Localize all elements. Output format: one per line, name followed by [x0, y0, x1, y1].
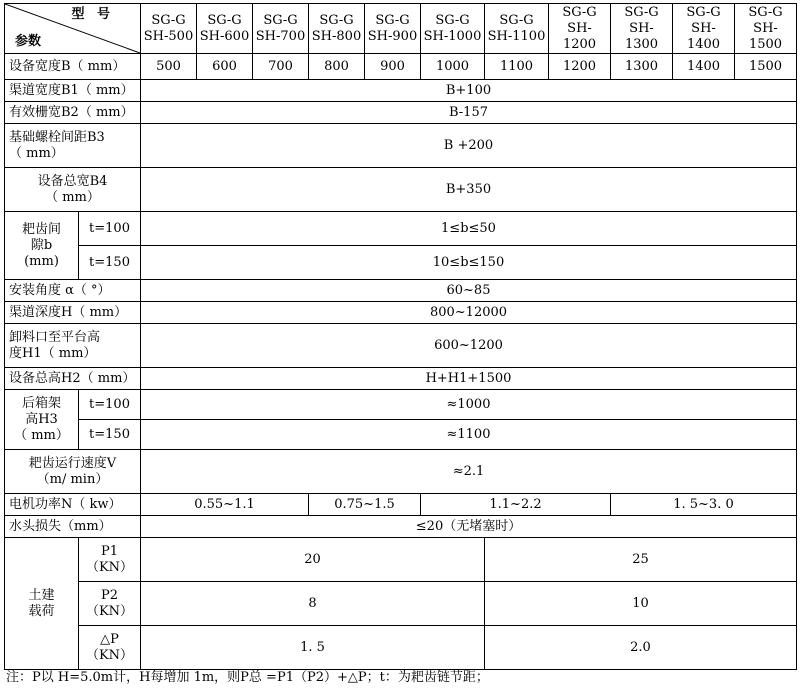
value-cell: 0.75~1.5 — [309, 494, 421, 516]
row-load-dp — [5, 626, 797, 670]
row-speed — [5, 450, 797, 494]
value-cell: 1200 — [549, 54, 611, 80]
model-header: SG-G SH-1100 — [485, 4, 549, 54]
value-cell: 600~1200 — [141, 324, 797, 368]
value-cell: ≈2.1 — [141, 450, 797, 494]
row-label: 耙齿运行速度V （m/ min） — [5, 450, 141, 494]
value-cell: B+350 — [141, 168, 797, 212]
value-cell: 1400 — [673, 54, 735, 80]
model-header: SG-G SH-1000 — [421, 4, 485, 54]
row-discharge-height — [5, 324, 797, 368]
value-cell: 800 — [309, 54, 365, 80]
value-cell: B +200 — [141, 124, 797, 168]
spec-table — [4, 3, 797, 670]
model-header: SG-G SH-600 — [197, 4, 253, 54]
value-cell: 500 — [141, 54, 197, 80]
row-rear-frame-t100 — [5, 390, 797, 420]
corner-model-label: 型 号 — [71, 7, 114, 22]
pitch-label: t=150 — [79, 246, 141, 280]
value-cell: 1.1~2.2 — [421, 494, 611, 516]
pitch-label: t=100 — [79, 390, 141, 420]
value-cell: 800~12000 — [141, 302, 797, 324]
model-header: SG-G SH-1400 — [673, 4, 735, 54]
value-cell: 25 — [485, 538, 797, 582]
model-header: SG-G SH-1300 — [611, 4, 673, 54]
load-label: P1 （KN） — [79, 538, 141, 582]
value-cell: 1300 — [611, 54, 673, 80]
value-cell: H+H1+1500 — [141, 368, 797, 390]
value-cell: 10≤b≤150 — [141, 246, 797, 280]
value-cell: 10 — [485, 582, 797, 626]
value-cell: 1000 — [421, 54, 485, 80]
model-header: SG-G SH-900 — [365, 4, 421, 54]
value-cell: 1100 — [485, 54, 549, 80]
row-head-loss — [5, 516, 797, 538]
row-channel-width — [5, 80, 797, 102]
value-cell: 20 — [141, 538, 485, 582]
corner-param-label: 参数 — [15, 34, 42, 49]
row-label: 卸料口至平台高 度H1（ mm） — [5, 324, 141, 368]
value-cell: 1500 — [735, 54, 797, 80]
pitch-label: t=150 — [79, 420, 141, 450]
row-label: 水头损失（mm） — [5, 516, 141, 538]
value-cell: ≈1000 — [141, 390, 797, 420]
model-header: SG-G SH-1500 — [735, 4, 797, 54]
row-width-b — [5, 54, 797, 80]
value-cell: 1. 5~3. 0 — [611, 494, 797, 516]
value-cell: 2.0 — [485, 626, 797, 670]
row-gap-t150 — [5, 246, 797, 280]
value-cell: B+100 — [141, 80, 797, 102]
row-bolt-spacing — [5, 124, 797, 168]
value-cell: 700 — [253, 54, 309, 80]
row-angle — [5, 280, 797, 302]
value-cell: B-157 — [141, 102, 797, 124]
header-row — [5, 4, 797, 54]
row-channel-depth — [5, 302, 797, 324]
row-label: 安装角度 α（ °） — [5, 280, 141, 302]
row-label: 设备总宽B4 （ mm） — [5, 168, 141, 212]
pitch-label: t=100 — [79, 212, 141, 246]
load-label: P2 （KN） — [79, 582, 141, 626]
row-rear-frame-t150 — [5, 420, 797, 450]
value-cell: 900 — [365, 54, 421, 80]
value-cell: 600 — [197, 54, 253, 80]
value-cell: 60~85 — [141, 280, 797, 302]
model-header: SG-G SH-700 — [253, 4, 309, 54]
row-label: 渠道深度H（ mm） — [5, 302, 141, 324]
value-cell: 0.55~1.1 — [141, 494, 309, 516]
model-header: SG-G SH-1200 — [549, 4, 611, 54]
row-power — [5, 494, 797, 516]
value-cell: ≤20（无堵塞时） — [141, 516, 797, 538]
value-cell: ≈1100 — [141, 420, 797, 450]
header-corner — [5, 4, 141, 54]
row-label: 有效栅宽B2（ mm） — [5, 102, 141, 124]
row-label: 土建 载荷 — [5, 538, 79, 670]
row-label: 渠道宽度B1（ mm） — [5, 80, 141, 102]
row-total-height — [5, 368, 797, 390]
load-label: △P （KN） — [79, 626, 141, 670]
row-label: 设备宽度B（ mm） — [5, 54, 141, 80]
row-effective-width — [5, 102, 797, 124]
row-load-p2 — [5, 582, 797, 626]
footnote: 注：P以 H=5.0m计，H每增加 1m，则P总 =P1（P2）+△P；t：为耙齿链节距； — [6, 670, 489, 685]
row-total-width — [5, 168, 797, 212]
value-cell: 8 — [141, 582, 485, 626]
value-cell: 1≤b≤50 — [141, 212, 797, 246]
row-label: 基础螺栓间距B3 （ mm） — [5, 124, 141, 168]
row-label: 电机功率N（ kw） — [5, 494, 141, 516]
row-gap-t100 — [5, 212, 797, 246]
value-cell: 1. 5 — [141, 626, 485, 670]
model-header: SG-G SH-800 — [309, 4, 365, 54]
row-load-p1 — [5, 538, 797, 582]
row-label: 耙齿间 隙b (mm) — [5, 212, 79, 280]
row-label: 设备总高H2（ mm） — [5, 368, 141, 390]
row-label: 后箱架 高H3 （ mm） — [5, 390, 79, 450]
model-header: SG-G SH-500 — [141, 4, 197, 54]
